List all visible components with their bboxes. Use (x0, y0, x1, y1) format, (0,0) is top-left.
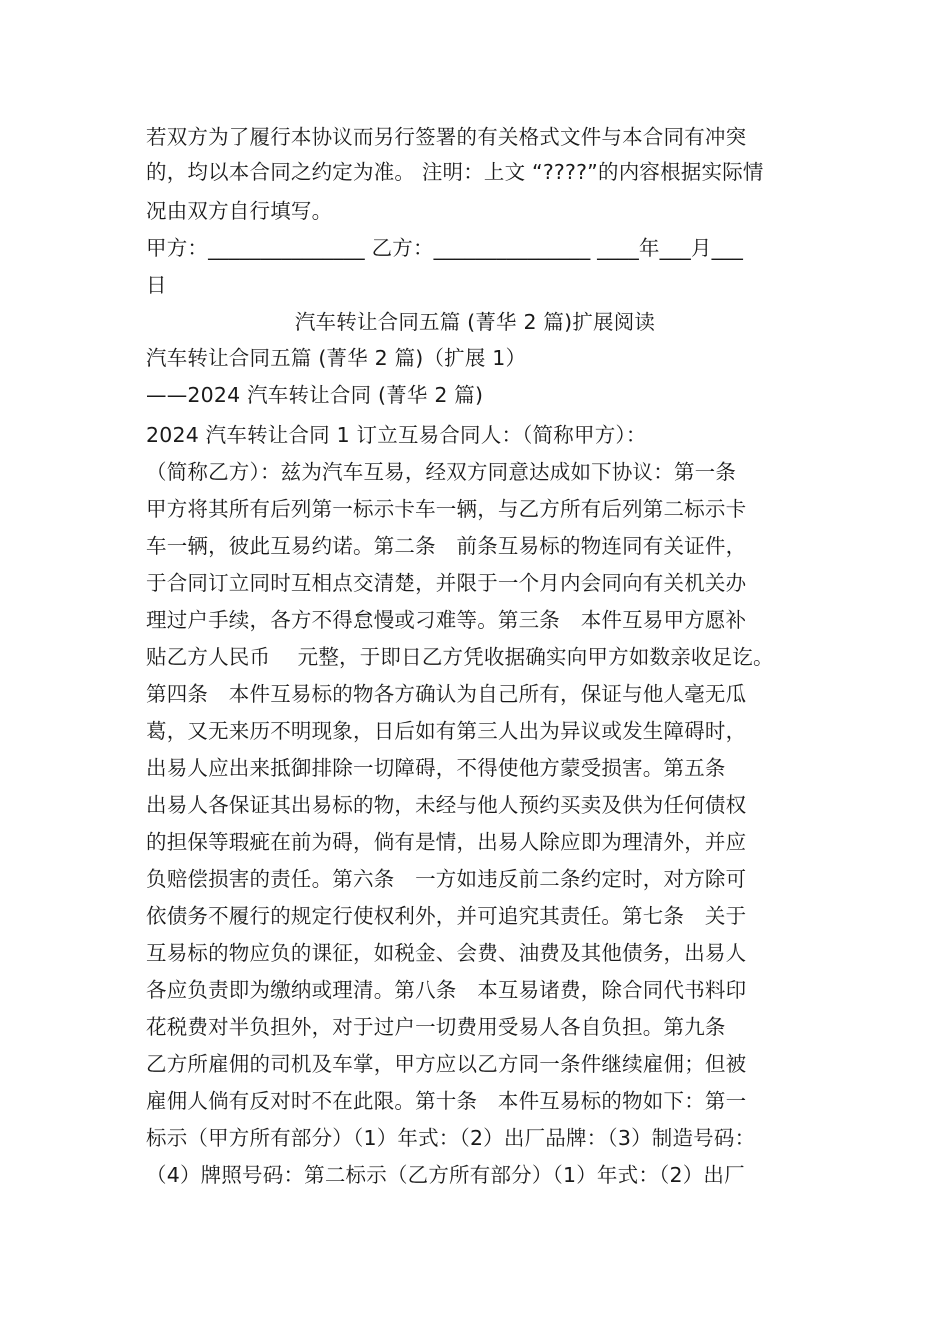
paragraph-line: 于合同订立同时互相点交清楚，并限于一个月内会同向有关机关办 (146, 571, 747, 595)
section-subtitle: ——2024 汽车转让合同 (菁华 2 篇) (146, 383, 484, 407)
paragraph-line: 乙方所雇佣的司机及车掌，甲方应以乙方同一条件继续雇佣；但被 (146, 1052, 747, 1076)
paragraph-line: 理过户手续，各方不得怠慢或刁难等。第三条 本件互易甲方愿补 (146, 608, 747, 632)
signature-day: 日 (146, 273, 167, 297)
paragraph-line: 出易人各保证其出易标的物，未经与他人预约买卖及供为任何债权 (146, 793, 747, 817)
paragraph-line: 标示（甲方所有部分）（1）年式：（2）出厂品牌：（3）制造号码： (146, 1126, 756, 1150)
section-title: 汽车转让合同五篇 (菁华 2 篇)扩展阅读 (294, 310, 656, 334)
paragraph-line: 花税费对半负担外，对于过户一切费用受易人各自负担。第九条 (146, 1015, 726, 1039)
paragraph-line: （4）牌照号码：第二标示（乙方所有部分）（1）年式：（2）出厂 (146, 1163, 745, 1187)
paragraph-line: 出易人应出来抵御排除一切障碍，不得使他方蒙受损害。第五条 (146, 756, 726, 780)
paragraph-line: 的，均以本合同之约定为准。 注明：上文 “????”的内容根据实际情 (146, 160, 764, 184)
paragraph-line: 雇佣人倘有反对时不在此限。第十条 本件互易标的物如下：第一 (146, 1089, 747, 1113)
paragraph-line: 车一辆，彼此互易约诺。第二条 前条互易标的物连同有关证件， (146, 534, 747, 558)
paragraph-line: 况由双方自行填写。 (146, 199, 333, 223)
paragraph-line: 的担保等瑕疵在前为碍，倘有是情，出易人除应即为理清外，并应 (146, 830, 747, 854)
paragraph-line: 负赔偿损害的责任。第六条 一方如违反前二条约定时，对方除可 (146, 867, 747, 891)
section-subtitle: 汽车转让合同五篇 (菁华 2 篇)（扩展 1） (146, 346, 527, 370)
paragraph-line: 第四条 本件互易标的物各方确认为自己所有，保证与他人毫无瓜 (146, 682, 747, 706)
paragraph-line: 若双方为了履行本协议而另行签署的有关格式文件与本合同有冲突 (146, 125, 747, 149)
paragraph-line: （简称乙方）：兹为汽车互易，经双方同意达成如下协议：第一条 (146, 460, 737, 484)
paragraph-line: 甲方将其所有后列第一标示卡车一辆，与乙方所有后列第二标示卡 (146, 497, 747, 521)
paragraph-line: 互易标的物应负的课征，如税金、会费、油费及其他债务，出易人 (146, 941, 747, 965)
paragraph-line: 各应负责即为缴纳或理清。第八条 本互易诸费，除合同代书料印 (146, 978, 747, 1002)
paragraph-line: 依债务不履行的规定行使权利外，并可追究其责任。第七条 关于 (146, 904, 747, 928)
paragraph-line: 2024 汽车转让合同 1 订立互易合同人：（简称甲方）： (146, 423, 647, 447)
paragraph-line: 贴乙方人民币 元整，于即日乙方凭收据确实向甲方如数亲收足讫。 (146, 645, 774, 669)
paragraph-line: 葛，又无来历不明现象，日后如有第三人出为异议或发生障碍时， (146, 719, 747, 743)
signature-line: 甲方：_______________ 乙方：_______________ ____年___月___ (146, 236, 744, 260)
